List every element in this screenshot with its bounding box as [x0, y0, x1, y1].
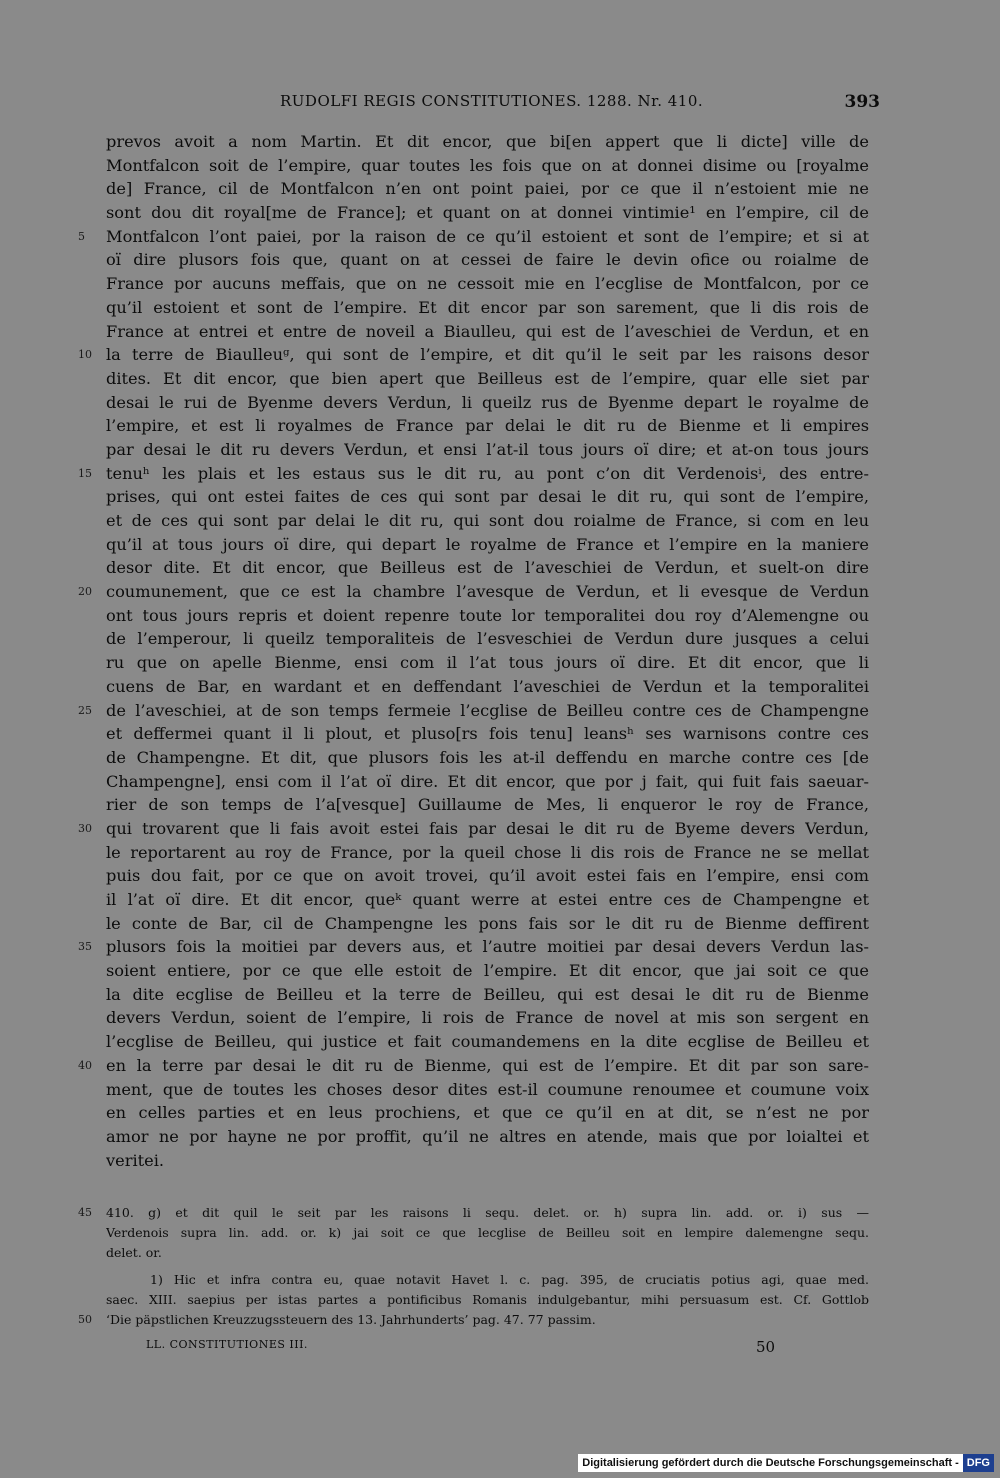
line-text: qu’il at tous jours oï dire, qui depart le royalme de France et l’empire en la maniere: [106, 534, 869, 554]
line-text: ru que on apelle Bienme, ensi com il l’at tous jours oï dire. Et dit encor, que li: [106, 653, 869, 673]
line-number: 20: [78, 585, 92, 599]
footnote-text: delet. or.: [106, 1245, 162, 1260]
text-line: [0, 485, 1000, 509]
line-text: de l’aveschiei, at de son temps fermeie l’ecglise de Beilleu contre ces de Champengne: [106, 700, 869, 720]
line-text: qu’il estoient et sont de l’empire. Et dit encor par son sarement, que li dis rois de: [106, 297, 869, 317]
text-line: [0, 1149, 1000, 1173]
line-text: et de ces qui sont par delai le dit ru, qui sont dou roialme de France, si com en leu: [106, 511, 869, 530]
line-text: le conte de Bar, cil de Champengne les pons fais sor le dit ru de Bienme deffirent: [106, 913, 869, 933]
line-text: de l’emperour, li queilz temporaliteis de l’esveschiei de Verdun dure jusques a celui: [106, 629, 869, 649]
text-line: [0, 651, 1000, 675]
line-number: 15: [78, 466, 92, 480]
line-text: l’empire, et est li royalmes de France par delai le dit ru de Bienme et li empires: [106, 416, 869, 436]
text-line: [0, 983, 1000, 1007]
text-line: [0, 248, 1000, 272]
text-line: [0, 935, 1000, 959]
line-number: 50: [78, 1313, 92, 1326]
text-line: [0, 225, 1000, 249]
page-footer: [106, 1338, 869, 1360]
line-text: France at entrei et entre de noveil a Biaulleu, qui est de l’aveschiei de Verdun, et en: [106, 321, 869, 341]
body-text: [0, 130, 1000, 1172]
line-text: plusors fois la moitiei par devers aus, et l’autre moitiei par desai devers Verdun las-: [106, 937, 869, 957]
line-text: il l’at oï dire. Et dit encor, queᵏ quant werre at estei entre ces de Champengne et: [106, 890, 869, 909]
footnote-text: 410. g) et dit quil le seit par les raisons li sequ. delet. or. h) supra lin. add. or. i) sus —: [106, 1205, 869, 1220]
text-line: [0, 888, 1000, 912]
line-text: de] France, cil de Montfalcon n’en ont point paiei, por ce que il n’estoient mie ne: [106, 179, 869, 199]
line-text: qui trovarent que li fais avoit estei fais par desai le dit ru de Byeme devers Verdun,: [106, 818, 869, 838]
text-line: [0, 1101, 1000, 1125]
text-line: [0, 272, 1000, 296]
line-text: en la terre par desai le dit ru de Bienme, qui est de l’empire. Et dit par son sare-: [106, 1055, 869, 1075]
text-line: [0, 793, 1000, 817]
line-text: de Champengne. Et dit, que plusors fois les at-il deffendu en marche contre ces [de: [106, 747, 869, 767]
line-text: en celles parties et en leus prochiens, et que ce qu’il en at dit, se n’est ne por: [106, 1103, 869, 1123]
line-number: 25: [78, 703, 92, 717]
line-number: 30: [78, 821, 92, 835]
footnote-line: [0, 1223, 1000, 1243]
footnote-text: 1) Hic et infra contra eu, quae notavit Havet l. c. pag. 395, de cruciatis potius agi, quae med.: [150, 1272, 869, 1287]
text-line: [0, 154, 1000, 178]
footnote-line: [0, 1243, 1000, 1263]
line-number: 10: [78, 348, 92, 362]
line-text: amor ne por hayne ne por proffit, qu’il ne altres en atende, mais que por loialtei et: [106, 1126, 869, 1146]
line-text: oï dire plusors fois que, quant on at cessei de faire le devin ofice ou roialme de: [106, 250, 869, 270]
line-text: par desai le dit ru devers Verdun, et ensi l’at-il tous jours oï dire; et at-on tous jours: [106, 439, 869, 459]
line-text: ont tous jours repris et doient repenre toute lor temporalitei dou roy d’Alemengne ou: [106, 605, 869, 625]
text-line: [0, 1006, 1000, 1030]
running-title: RUDOLFI REGIS CONSTITUTIONES. 1288. Nr. 410.: [280, 92, 704, 110]
line-text: puis dou fait, por ce que on avoit trovei, qu’il avoit estei fais en l’empire, ensi com: [106, 866, 869, 886]
footnote-line: [0, 1270, 1000, 1290]
sheet-number: 50: [756, 1338, 776, 1356]
line-text: tenuʰ les plais et les estaus sus le dit ru, au pont c’on dit Verdenoisⁱ, des entre-: [106, 463, 869, 483]
dfg-logo: DFG: [963, 1454, 994, 1472]
line-number: 35: [78, 940, 92, 954]
line-text: veritei.: [106, 1150, 165, 1170]
text-line: [0, 1125, 1000, 1149]
text-line: [0, 201, 1000, 225]
footnote-line: [0, 1310, 1000, 1330]
running-header: [100, 92, 880, 116]
line-text: cuens de Bar, en wardant et en deffendant l’aveschiei de Verdun et la temporalitei: [106, 676, 869, 696]
text-line: [0, 627, 1000, 651]
line-number: 40: [78, 1058, 92, 1072]
line-text: soient entiere, por ce que elle estoit de l’empire. Et dit encor, que jai soit ce que: [106, 961, 869, 981]
line-text: la terre de Biaulleuᵍ, qui sont de l’empire, et dit qu’il le seit par les raisons desor: [106, 345, 869, 365]
line-text: prises, qui ont estei faites de ces qui sont par desai le dit ru, qui sont de l’empire,: [106, 487, 869, 507]
footnote-text: Verdenois supra lin. add. or. k) jai soit ce que lecglise de Beilleu soit en lempire dalemengne sequ.: [106, 1225, 869, 1240]
footnote-line: [0, 1290, 1000, 1310]
text-line: [0, 746, 1000, 770]
footnote-text: ‘Die päpstlichen Kreuzzugssteuern des 13. Jahrhunderts’ pag. 47. 77 passim.: [106, 1312, 596, 1327]
line-text: Montfalcon l’ont paiei, por la raison de ce qu’il estoient et sont de l’empire; et si at: [106, 226, 869, 246]
line-text: l’ecglise de Beilleu, qui justice et fait coumandemens en la dite ecglise de Beilleu et: [106, 1032, 869, 1052]
line-text: desai le rui de Byenme devers Verdun, li queilz rus de Byenme depart le royalme de: [106, 392, 869, 412]
commentary-footnotes: [0, 1270, 1000, 1330]
line-text: sont dou dit royal[me de France]; et quant on at donnei vintimie¹ en l’empire, cil de: [106, 203, 869, 223]
page-number: 393: [844, 92, 880, 112]
line-text: France por aucuns meffais, que on ne cessoit mie en l’ecglise de Montfalcon, por ce: [106, 274, 869, 294]
text-line: [0, 604, 1000, 628]
text-line: [0, 130, 1000, 154]
text-line: [0, 699, 1000, 723]
text-line: [0, 675, 1000, 699]
variant-footnotes: [0, 1203, 1000, 1263]
footnote-text: saec. XIII. saepius per istas partes a pontificibus Romanis indulgebantur, mihi persuasum est. Cf. Gottlob: [106, 1292, 869, 1307]
text-line: [0, 343, 1000, 367]
text-line: [0, 959, 1000, 983]
line-text: ment, que de toutes les choses desor dites est-il coumune renoumee et coumune voix: [106, 1079, 869, 1099]
line-text: et deffermei quant il li plout, et pluso[rs fois tenu] leansʰ ses warnisons contre ces: [106, 724, 869, 744]
text-line: [0, 296, 1000, 320]
text-line: [0, 912, 1000, 936]
text-line: [0, 580, 1000, 604]
text-line: [0, 1030, 1000, 1054]
line-text: dites. Et dit encor, que bien apert que Beilleus est de l’empire, quar elle siet par: [106, 368, 869, 388]
text-line: [0, 177, 1000, 201]
line-text: desor dite. Et dit encor, que Beilleus est de l’aveschiei de Verdun, et suelt-on dire: [106, 558, 869, 578]
signature-mark: LL. CONSTITUTIONES III.: [146, 1338, 308, 1351]
line-text: la dite ecglise de Beilleu et la terre de Beilleu, qui est desai le dit ru de Bienme: [106, 984, 869, 1004]
text-line: [0, 533, 1000, 557]
text-line: [0, 462, 1000, 486]
text-line: [0, 414, 1000, 438]
line-text: prevos avoit a nom Martin. Et dit encor, que bi[en appert que li dicte] ville de: [106, 132, 869, 151]
line-text: devers Verdun, soient de l’empire, li rois de France de novel at mis son sergent en: [106, 1008, 869, 1028]
text-line: [0, 438, 1000, 462]
text-line: [0, 1054, 1000, 1078]
text-line: [0, 509, 1000, 533]
line-text: rier de son temps de l’a[vesque] Guillaume de Mes, li enqueror le roy de France,: [106, 795, 869, 815]
text-line: [0, 320, 1000, 344]
text-line: [0, 556, 1000, 580]
line-number: 45: [78, 1206, 92, 1219]
text-line: [0, 722, 1000, 746]
text-line: [0, 367, 1000, 391]
text-line: [0, 770, 1000, 794]
text-line: [0, 391, 1000, 415]
text-line: [0, 841, 1000, 865]
text-line: [0, 864, 1000, 888]
line-text: le reportarent au roy de France, por la queil chose li dis rois de France ne se mellat: [106, 842, 869, 862]
line-text: Champengne], ensi com il l’at oï dire. Et dit encor, que por j fait, qui fuit fais saeuar-: [106, 771, 869, 791]
line-text: coumunement, que ce est la chambre l’avesque de Verdun, et li evesque de Verdun: [106, 582, 869, 602]
funding-text: Digitalisierung gefördert durch die Deutsche Forschungsgemeinschaft -: [582, 1457, 959, 1469]
funding-banner: [578, 1454, 994, 1472]
line-text: Montfalcon soit de l’empire, quar toutes les fois que on at donnei disime ou [royalme: [106, 155, 869, 175]
footnote-line: [0, 1203, 1000, 1223]
text-line: [0, 1078, 1000, 1102]
line-number: 5: [78, 229, 85, 243]
text-line: [0, 817, 1000, 841]
